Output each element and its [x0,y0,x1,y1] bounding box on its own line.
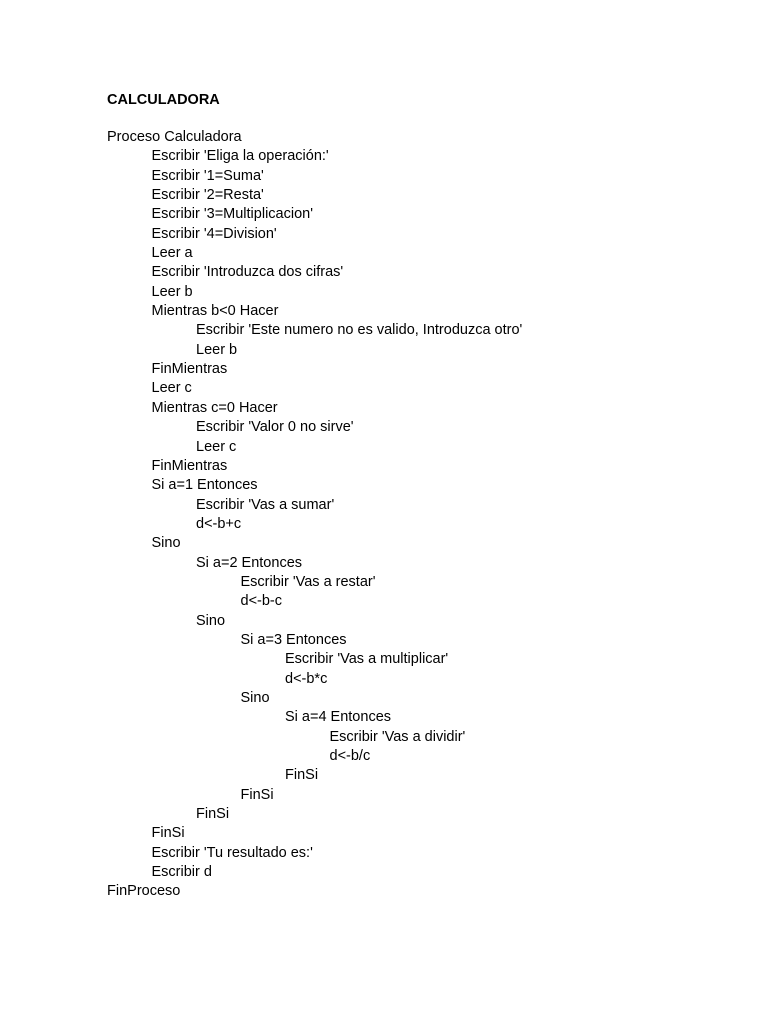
code-line: Escribir 'Vas a multiplicar' [285,651,449,668]
code-line: FinSi [196,806,230,823]
code-line: Leer c [196,438,237,455]
code-line: d<-b/c [329,748,371,764]
code-line: Escribir 'Eliga la operación:' [151,148,329,165]
code-line: Si a=1 Entonces [151,477,258,494]
code-line: Leer c [151,380,192,397]
code-line: Escribir 'Vas a restar' [240,573,376,590]
code-line: Escribir 'Este numero no es valido, Introduzca otro' [196,322,523,339]
code-line: Si a=3 Entonces [240,631,347,648]
document-title: CALCULADORA [107,92,220,108]
code-line: Escribir '4=Division' [151,225,277,242]
code-line: Leer b [151,283,193,300]
code-line: Sino [151,535,181,552]
code-line: FinMientras [151,361,228,378]
code-line: Escribir d [151,864,212,881]
code-line: FinSi [151,825,185,842]
code-line: d<-b*c [285,670,328,687]
code-line: Si a=2 Entonces [196,554,303,571]
code-line: d<-b-c [240,593,283,610]
code-line: Escribir 'Vas a sumar' [196,496,335,513]
code-line: Escribir '3=Multiplicacion' [151,206,313,223]
code-line: FinSi [240,786,274,803]
code-line: Escribir 'Tu resultado es:' [151,844,313,861]
code-line: Proceso Calculadora [107,129,242,145]
code-line: Leer a [151,245,193,262]
code-line: Mientras b<0 Hacer [151,303,279,320]
code-line: Leer b [196,341,238,358]
code-line: Escribir 'Valor 0 no sirve' [196,419,354,436]
code-line: Sino [196,612,226,629]
code-line: Escribir '1=Suma' [151,167,264,184]
code-line: FinSi [285,767,319,784]
code-line: Si a=4 Entonces [285,709,392,726]
code-line: Escribir 'Vas a dividir' [329,728,466,745]
code-line: FinMientras [151,457,228,474]
code-line: FinProceso [107,883,181,900]
code-line: Escribir '2=Resta' [151,187,264,204]
code-line: d<-b+c [196,515,242,532]
code-line: Mientras c=0 Hacer [151,399,278,416]
pseudocode-listing [107,128,522,902]
code-line: Escribir 'Introduzca dos cifras' [151,264,344,281]
code-line: Sino [240,689,270,706]
